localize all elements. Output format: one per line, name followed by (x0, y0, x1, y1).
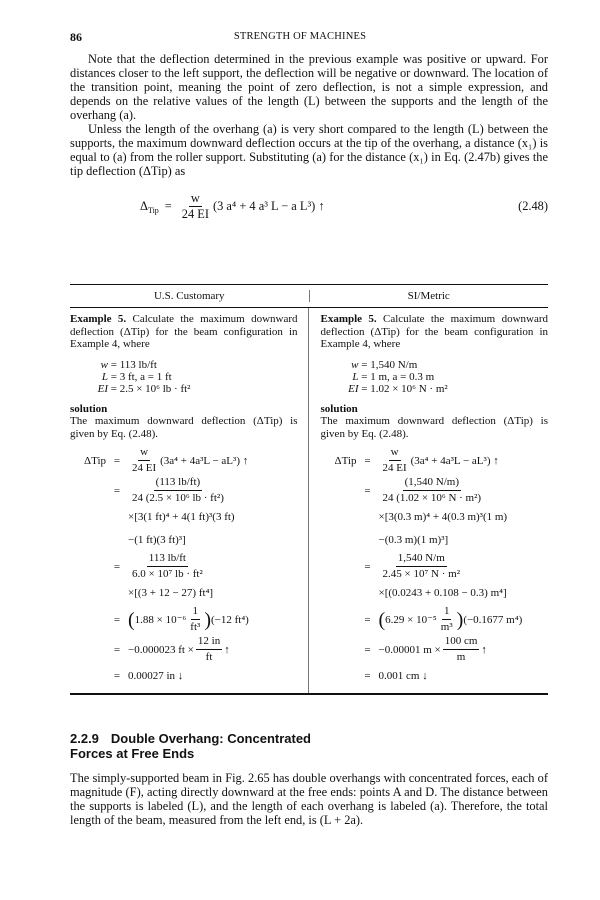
eq-text: ×[(0.0243 + 0.108 − 0.3) m⁴] (378, 587, 507, 600)
eq-text: (3a⁴ + 4a³L − aL³) ↑ (410, 454, 499, 467)
example-label: Example 5. (70, 313, 127, 326)
numerator: (113 lb/ft) (154, 476, 203, 491)
eq-body (379, 552, 465, 581)
equals-sign: = (113, 643, 121, 656)
equals-sign: = (113, 454, 121, 467)
denominator: 24 EI (382, 462, 407, 475)
fraction: $\frac{w}{24 EI}$ (181, 190, 209, 221)
eq-text: 0.00027 in ↓ (128, 670, 184, 683)
fraction (381, 446, 409, 475)
table-bottom-rule (70, 693, 548, 694)
eq-rest: (3 a⁴ + 4 a³ L − a L³) ↑ (212, 198, 325, 213)
eq-body (128, 605, 249, 634)
fraction (196, 635, 222, 664)
bracket: ) (204, 608, 211, 631)
eq-body (128, 534, 186, 547)
eq-lhs: ΔTip (84, 454, 106, 467)
equals-sign: = (364, 484, 371, 497)
given-values (84, 359, 298, 396)
header-si-metric: SI/Metric (407, 290, 450, 303)
eq-body (379, 635, 487, 664)
paragraph: The simply-supported beam in Fig. 2.65 has double overhangs with concentrated forces, each of magnitude (F), acting directly downward at the free ends: points A and D. The distance between the supports is labeled (L), and the length of each overhang is labeled (a). Therefore, the total length of the beam, measured from the left end, is (L + 2a). (70, 770, 548, 827)
numerator: (1,540 N/m) (403, 476, 461, 491)
equation-line (74, 582, 298, 604)
numerator: 113 lb/ft (147, 552, 188, 567)
given-value: = 1.02 × 10⁶ N · m² (361, 383, 448, 396)
paragraph: Unless the length of the overhang (a) is very short compared to the length (L) between the supports, the maximum downward deflection occurs at the tip of the overhang, a distance (x₁) is equal to (a) from the roller support. Substituting (a) for the distance (x₁) in Eq. (2.47b) gives the tip deflection (ΔTip) as (70, 122, 548, 178)
eq-text: −(0.3 m)(1 m)³] (378, 534, 449, 547)
eq-lhs: $\Delta_{Tip}$ (140, 198, 159, 215)
section-number: 2.2.9 (70, 730, 99, 746)
equals-sign: = (164, 198, 172, 213)
example-text: Calculate the maximum downward deflection (ΔTip) for the beam configuration in Example 4, where (320, 313, 549, 351)
denominator: 6.0 × 10⁷ lb · ft² (132, 568, 203, 581)
bracket: ( (128, 608, 135, 631)
example-label: Example 5. (320, 313, 377, 326)
numerator: 1 (442, 605, 452, 620)
section-title-2: Forces at Free Ends (70, 745, 195, 761)
numerator: 12 in (196, 635, 222, 650)
equation-line (325, 529, 549, 551)
eq-body (128, 476, 228, 505)
given-symbol: EI (97, 383, 108, 396)
intro-text (70, 52, 548, 178)
section-heading (70, 731, 548, 761)
eq-text: −0.00001 m × (378, 643, 441, 656)
equation-line (74, 529, 298, 551)
equation-line (74, 446, 298, 475)
bracket: ) (456, 608, 464, 631)
solution-text: The maximum downward deflection (ΔTip) is given by Eq. (2.48). (320, 415, 548, 440)
given-value: = 113 lb/ft (110, 358, 157, 371)
equals-sign: = (113, 484, 121, 497)
eq-text: 1.88 × 10⁻⁶ (134, 613, 187, 626)
given-value: = 1 m, a = 0.3 m (361, 371, 435, 384)
eq-text: ↑ (224, 643, 230, 656)
example-statement (70, 313, 298, 351)
equation-line (325, 552, 549, 581)
equation-line (74, 506, 298, 528)
solution-text: The maximum downward deflection (ΔTip) is given by Eq. (2.48). (70, 415, 298, 440)
equation-line (325, 665, 549, 687)
running-title: STRENGTH OF MACHINES (233, 31, 367, 42)
fraction (130, 476, 226, 505)
eq-text: 0.001 cm ↓ (378, 670, 428, 683)
given-symbol: L (101, 371, 108, 384)
equation-line (74, 476, 298, 505)
given-symbol: EI (348, 383, 359, 396)
bracket: ( (378, 608, 386, 631)
equation-number: (2.48) (518, 198, 548, 213)
given-symbol: L (352, 371, 359, 384)
equals-sign: = (364, 560, 371, 573)
fraction (188, 605, 202, 634)
header-us-customary: U.S. Customary (70, 290, 310, 302)
denominator: 24 EI (132, 462, 157, 475)
section-title: Double Overhang: Concentrated (110, 730, 311, 746)
numerator: w (389, 446, 401, 461)
eq-body (128, 511, 235, 524)
fraction (381, 476, 484, 505)
equation-line (74, 665, 298, 687)
eq-body (379, 670, 428, 683)
page (70, 0, 548, 847)
eq-text: ↑ (481, 643, 487, 656)
equals-sign: = (364, 670, 371, 683)
equation-line (325, 605, 549, 634)
given-row (335, 371, 549, 383)
running-header (70, 30, 548, 46)
equals-sign: = (113, 613, 121, 626)
column-us (70, 308, 309, 693)
solution-label: solution (70, 402, 108, 415)
eq-text: ×[3(0.3 m)⁴ + 4(0.3 m)³(1 m) (378, 511, 508, 524)
given-row (335, 383, 549, 395)
eq-text: ×[(3 + 12 − 27) ft⁴] (128, 587, 214, 600)
equals-sign: = (113, 560, 121, 573)
eq-body (379, 534, 449, 547)
eq-text: 6.29 × 10⁻⁵ (385, 613, 437, 626)
eq-body (379, 446, 499, 475)
given-value: = 1,540 N/m (361, 358, 418, 371)
equals-sign: = (113, 670, 121, 683)
denominator: m³ (440, 621, 453, 634)
fraction (130, 446, 158, 475)
eq-lhs: ΔTip (334, 454, 357, 467)
eq-text: −(1 ft)(3 ft)³] (128, 534, 186, 547)
numerator: w (138, 446, 150, 461)
eq-body (379, 587, 507, 600)
eq-text: (3a⁴ + 4a³L − aL³) ↑ (160, 454, 249, 467)
given-values (335, 359, 549, 396)
equals-sign: = (364, 643, 371, 656)
given-row (84, 371, 298, 383)
given-value: = 3 ft, a = 1 ft (110, 371, 172, 384)
solution-label: solution (320, 402, 358, 415)
eq-body (379, 476, 486, 505)
equation-line (325, 635, 549, 664)
given-symbol: w (100, 358, 108, 371)
numerator: 1 (191, 605, 201, 620)
fraction (130, 552, 205, 581)
example-table (70, 284, 548, 695)
equation-line (325, 446, 549, 475)
solution-equations (325, 446, 549, 687)
equation-line (74, 635, 298, 664)
equation-2-48 (140, 188, 548, 224)
eq-body (128, 670, 183, 683)
eq-text: (−12 ft⁴) (210, 613, 249, 626)
eq-body (128, 635, 230, 664)
eq-body (379, 605, 523, 634)
given-symbol: w (351, 358, 359, 371)
eq-text: ×[3(1 ft)⁴ + 4(1 ft)³(3 ft) (128, 511, 235, 524)
example-text: Calculate the maximum downward deflection (ΔTip) for the beam configuration in Example 4, where (70, 313, 298, 351)
given-row (84, 359, 298, 371)
numerator: 100 cm (443, 635, 480, 650)
denominator: 2.45 × 10⁷ N · m² (382, 568, 460, 581)
eq-text: −0.000023 ft × (128, 643, 194, 656)
column-si (309, 308, 549, 693)
given-row (84, 383, 298, 395)
example-statement (321, 313, 549, 351)
equals-sign: = (364, 454, 371, 467)
denominator: 24 (2.5 × 10⁶ lb · ft²) (132, 492, 224, 505)
given-row (335, 359, 549, 371)
equation-line (74, 552, 298, 581)
equals-sign: = (364, 613, 371, 626)
eq-body (128, 587, 213, 600)
denominator: ft (205, 651, 213, 664)
denominator: ft³ (190, 621, 201, 634)
eq-body (128, 552, 207, 581)
fraction (443, 635, 480, 664)
denominator: 24 (1.02 × 10⁶ N · m²) (382, 492, 482, 505)
given-value: = 2.5 × 10⁶ lb · ft² (110, 383, 191, 396)
eq-body (379, 511, 508, 524)
table-header (70, 285, 548, 308)
denominator: m (456, 651, 466, 664)
eq-body (128, 446, 248, 475)
section-body (70, 771, 548, 827)
eq-text: (−0.1677 m⁴) (463, 613, 523, 626)
equation-line (74, 605, 298, 634)
equation-line (325, 476, 549, 505)
solution-equations (74, 446, 298, 687)
paragraph: Note that the deflection determined in the previous example was positive or upward. For distances closer to the left support, the deflection will be negative or downward. The location of the transition point, meaning the point of zero deflection, is not a simple expression, and depends on the relative values of the length (L) between the supports and the length of the overhang (a). (70, 52, 548, 122)
equation-line (325, 582, 549, 604)
fraction (439, 605, 455, 634)
equation-line (325, 506, 549, 528)
page-number: 86 (70, 30, 82, 44)
numerator: 1,540 N/m (396, 552, 447, 567)
fraction (381, 552, 463, 581)
